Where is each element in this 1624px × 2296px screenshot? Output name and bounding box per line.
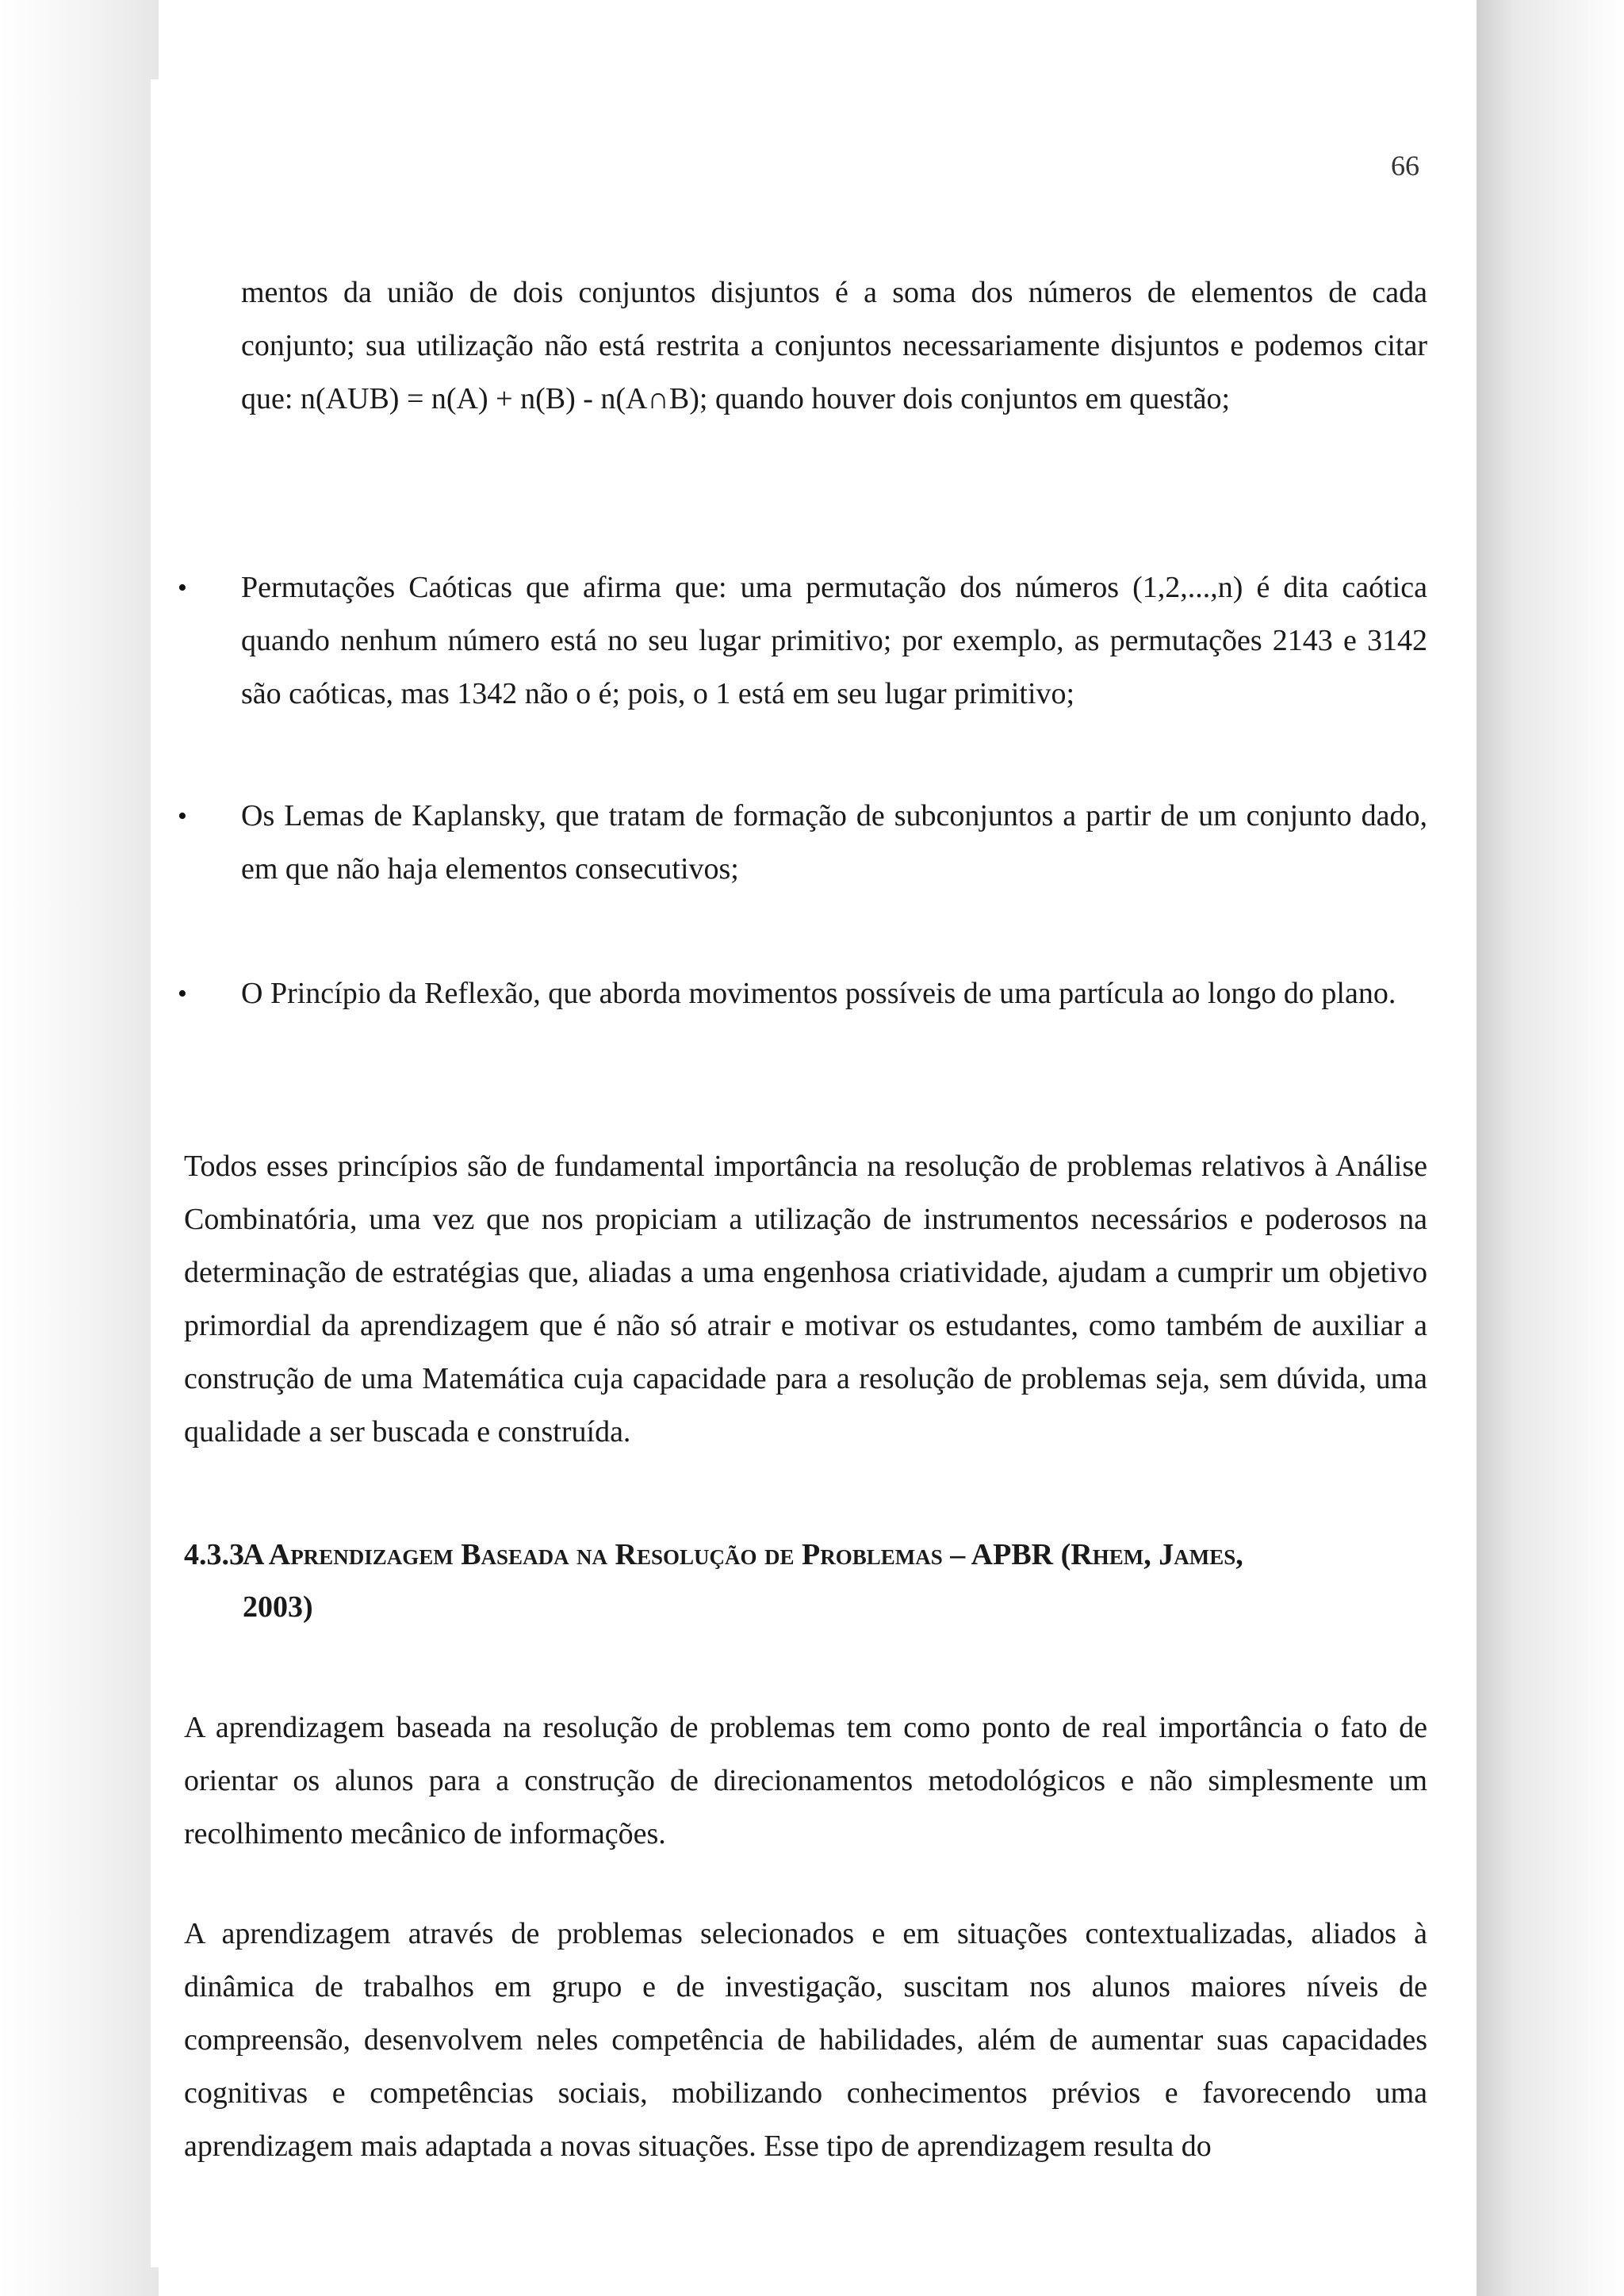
- bullet-item-permutacoes-caoticas: Permutações Caóticas que afirma que: uma permutação dos números (1,2,...,n) é dita caótica quando nenhum número está no seu lugar primitivo; por exemplo, as permutações 2143 e 3142 são caóticas, mas 1342 não o é; pois, o 1 está em seu lugar primitivo;: [241, 571, 1427, 710]
- section-title: A Aprendizagem Baseada na Resolução de Problemas – APBR (Rhem, James,: [243, 1538, 1243, 1571]
- page-number: 66: [1391, 150, 1419, 182]
- scan-shadow-left: [0, 0, 159, 2296]
- bullet-marker: •: [178, 573, 187, 603]
- bullet-marker: •: [178, 802, 187, 831]
- paragraph-principios: Todos esses princípios são de fundamental importância na resolução de problemas relativos à Análise Combinatória, uma vez que nos propiciam a utilização de instrumentos necessários e poderosos na determinação de estratégias que, aliadas a uma engenhosa criatividade, ajudam a cumprir um objetivo primordial da aprendizagem que é não só atrair e motivar os estudantes, como também de auxiliar a construção de uma Matemática cuja capacidade para a resolução de problemas seja, sem dúvida, uma qualidade a ser buscada e construída.: [184, 1150, 1427, 1448]
- section-heading: [184, 1529, 1427, 1633]
- bullet-item-principio-reflexao: O Princípio da Reflexão, que aborda movimentos possíveis de uma partícula ao longo do plano.: [241, 977, 1396, 1010]
- paragraph-continued: mentos da união de dois conjuntos disjuntos é a soma dos números de elementos de cada conjunto; sua utilização não está restrita a conjuntos necessariamente disjuntos e podemos citar que: n(AUB) = n(A) + n(B) - n(A∩B); quando houver dois conjuntos em questão;: [241, 276, 1427, 415]
- bullet-item-lemas-kaplansky: Os Lemas de Kaplansky, que tratam de formação de subconjuntos a partir de um conjunto dado, em que não haja elementos consecutivos;: [241, 799, 1427, 886]
- paragraph-apbr-detail: A aprendizagem através de problemas selecionados e em situações contextualizadas, aliados à dinâmica de trabalhos em grupo e de investigação, suscitam nos alunos maiores níveis de compreensão, desenvolvem neles competência de habilidades, além de aumentar suas capacidades cognitivas e competências sociais, mobilizando conhecimentos prévios e favorecendo uma aprendizagem mais adaptada a novas situações. Esse tipo de aprendizagem resulta do: [184, 1917, 1427, 2163]
- section-title-continued: 2003): [243, 1590, 313, 1624]
- bullet-marker: •: [178, 979, 187, 1008]
- scan-shadow-right: [1477, 0, 1624, 2296]
- paragraph-apbr-intro: A aprendizagem baseada na resolução de problemas tem como ponto de real importância o fato de orientar os alunos para a construção de direcionamentos metodológicos e não simplesmente um recolhimento mecânico de informações.: [184, 1711, 1427, 1850]
- section-number: 4.3.3: [184, 1538, 244, 1571]
